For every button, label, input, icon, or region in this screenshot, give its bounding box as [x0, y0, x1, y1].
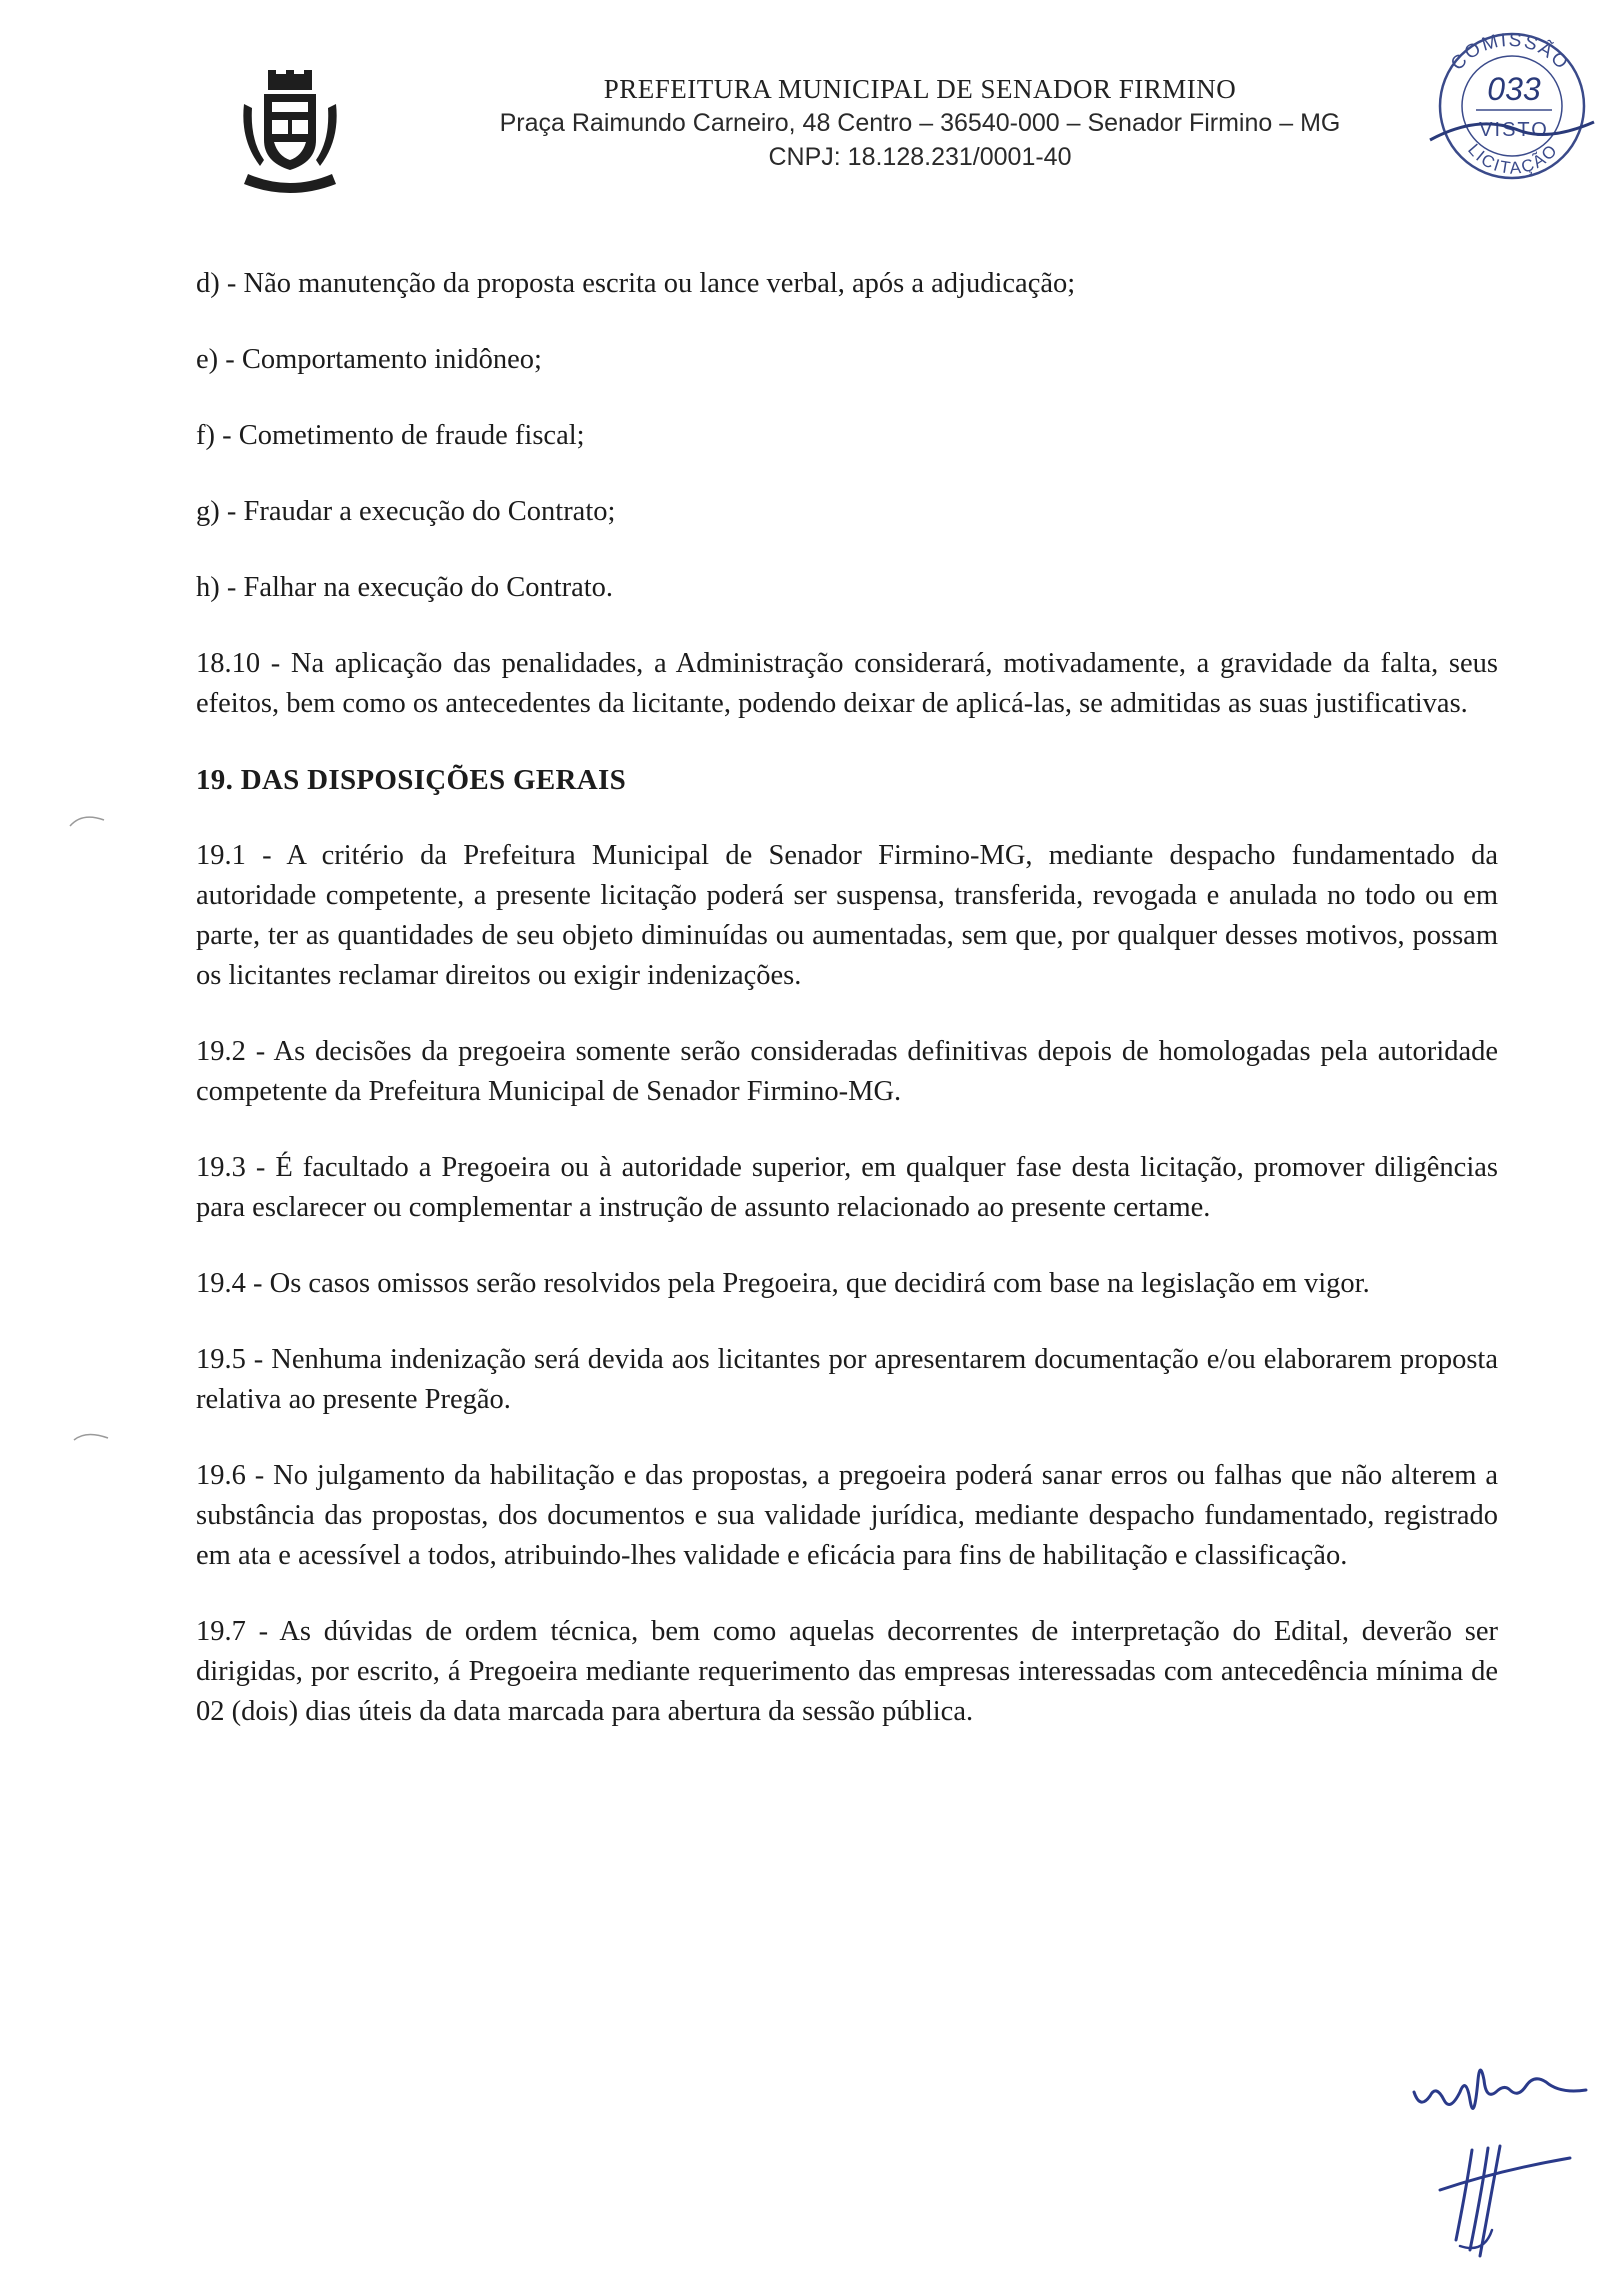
municipal-coat-of-arms-icon — [238, 70, 342, 198]
margin-mark-icon — [72, 1426, 112, 1446]
clause-19-3: 19.3 - É facultado a Pregoeira ou à autoridade superior, em qualquer fase desta licitação, promover diligências para esclarecer ou complementar a instrução de assunto relacionado ao presente certame. — [196, 1152, 1498, 1223]
clause-18-10: 18.10 - Na aplicação das penalidades, a Administração considerará, motivadamente, a gravidade da falta, seus efeitos, bem como os antecedentes da licitante, podendo deixar de aplicá-las, se admitidas as suas justificativas. — [196, 648, 1498, 719]
penalty-item-e: e) - Comportamento inidôneo; — [196, 344, 542, 375]
clause-19-4: 19.4 - Os casos omissos serão resolvidos pela Pregoeira, que decidirá com base na legislação em vigor. — [196, 1268, 1370, 1299]
penalty-item-d: d) - Não manutenção da proposta escrita ou lance verbal, após a adjudicação; — [196, 268, 1076, 299]
clause-19-7: 19.7 - As dúvidas de ordem técnica, bem como aquelas decorrentes de interpretação do Edital, deverão ser dirigidas, por escrito, á Pregoeira mediante requerimento das empresas interessadas com antecedência mínima de 02 (dois) dias úteis da data marcada para abertura da sessão pública. — [196, 1616, 1498, 1727]
penalty-item-h: h) - Falhar na execução do Contrato. — [196, 572, 614, 603]
municipality-address: Praça Raimundo Carneiro, 48 Centro – 36540-000 – Senador Firmino – MG — [499, 109, 1341, 137]
document-body — [196, 264, 1498, 1768]
section-title-19: 19. DAS DISPOSIÇÕES GERAIS — [196, 764, 627, 796]
margin-mark-icon — [68, 810, 108, 830]
stamp-page-number: 033 — [1487, 71, 1541, 107]
stamp-top-text: COMISSÃO — [1446, 29, 1574, 75]
letterhead — [430, 72, 1410, 174]
clause-19-5: 19.5 - Nenhuma indenização será devida aos licitantes por apresentarem documentação e/ou elaborarem proposta relativa ao presente Pregão. — [196, 1344, 1498, 1415]
clause-19-6: 19.6 - No julgamento da habilitação e das propostas, a pregoeira poderá sanar erros ou falhas que não alterem a substância das propostas, dos documentos e sua validade jurídica, mediante despacho fundamentado, registrado em ata e acessível a todos, atribuindo-lhes validade e eficácia para fins de habilitação e classificação. — [196, 1460, 1498, 1571]
penalty-item-g: g) - Fraudar a execução do Contrato; — [196, 496, 616, 527]
handwritten-signature — [1400, 2040, 1600, 2270]
clause-19-2: 19.2 - As decisões da pregoeira somente serão consideradas definitivas depois de homologadas pela autoridade competente da Prefeitura Municipal de Senador Firmino-MG. — [196, 1036, 1498, 1107]
penalty-item-f: f) - Cometimento de fraude fiscal; — [196, 420, 585, 451]
commission-stamp — [1418, 18, 1600, 188]
svg-text:LICITAÇÃO — [1464, 140, 1562, 178]
municipality-cnpj: CNPJ: 18.128.231/0001-40 — [768, 143, 1072, 171]
svg-text:COMISSÃO — [1447, 30, 1573, 75]
clause-19-1: 19.1 - A critério da Prefeitura Municipal de Senador Firmino-MG, mediante despacho fundamentado da autoridade competente, a presente licitação poderá ser suspensa, transferida, revogada e anulada no todo ou em parte, ter as quantidades de seu objeto diminuídas ou aumentadas, sem que, por qualquer desses motivos, possam os licitantes reclamar direitos ou exigir indenizações. — [196, 840, 1498, 991]
stamp-middle-text: VISTO — [1479, 119, 1549, 141]
municipality-name: PREFEITURA MUNICIPAL DE SENADOR FIRMINO — [603, 74, 1237, 104]
stamp-bottom-text: LICITAÇÃO — [1464, 139, 1562, 178]
